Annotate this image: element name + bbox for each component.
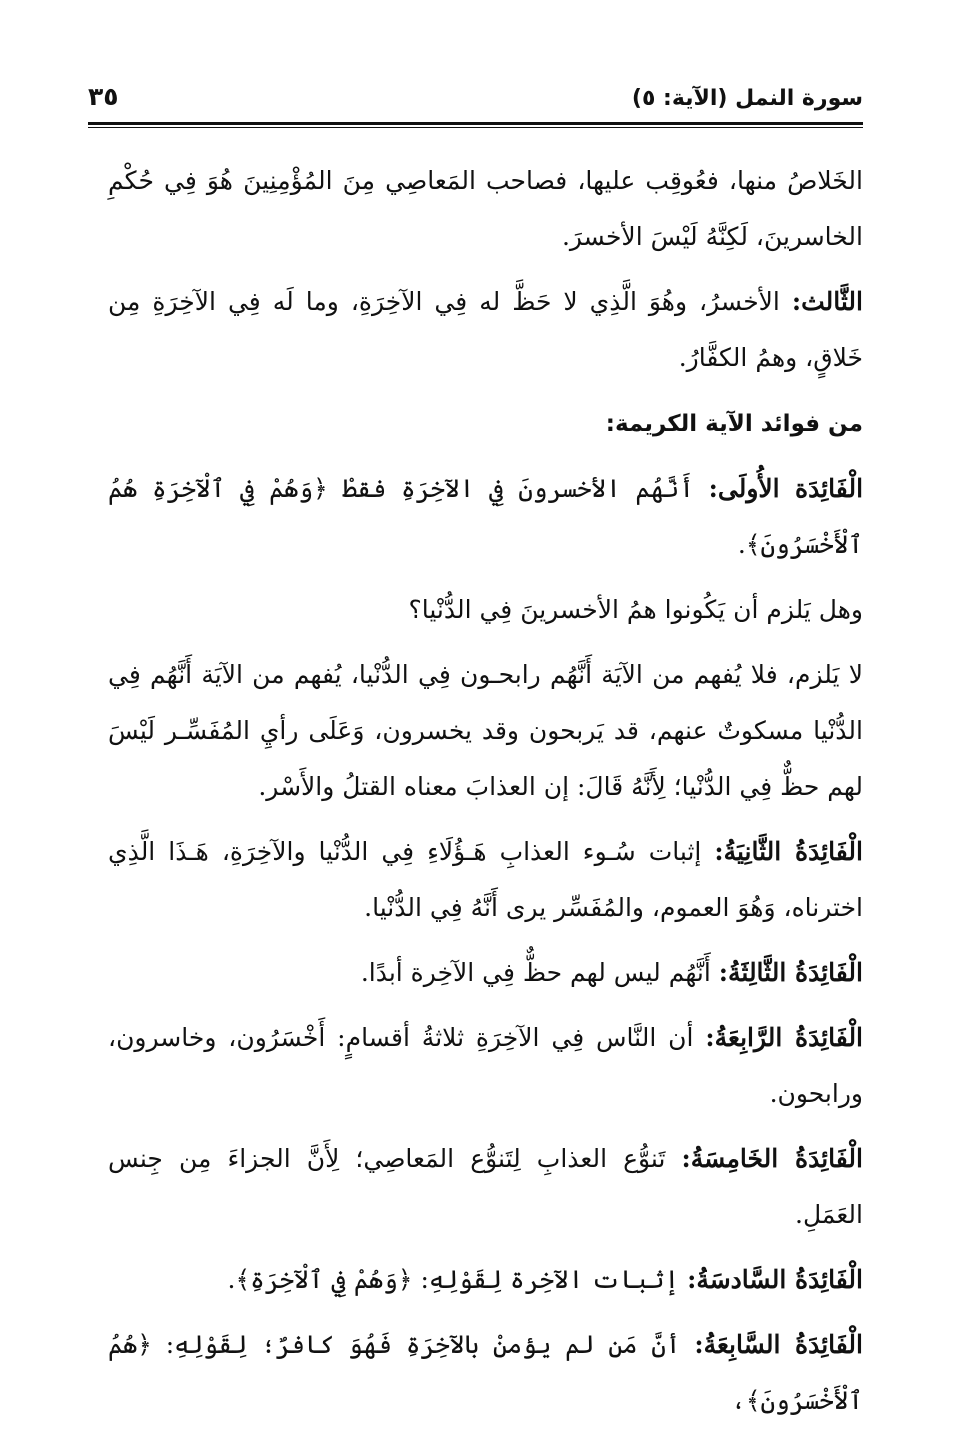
running-title: سورة النمل (الآية: ٥) <box>631 86 863 111</box>
question-paragraph <box>108 582 863 638</box>
header-rule <box>88 122 863 125</box>
paragraph-text: الخَلاصُ منها، فعُوقِب عليها، فصاحب المَعاصِي مِنَ المُؤْمِنِينَ هُوَ فِي حُكْمِ الخاسرينَ، لَكِنَّهُ لَيْسَ الأخسرَ. <box>108 166 863 251</box>
benefit-text: أن النَّاس فِي الآخِرَةِ ثلاثةُ أقسامٍ: أَخْسَرُون، وخاسرون، ورابحون. <box>108 1023 863 1108</box>
paragraph-text: الأخسرُ، وهُوَ الَّذِي لا حَظَّ له فِي الآخِرَةِ، وما لَه فِي الآخِرَةِ مِن خَلاقٍ، وهمُ الكفَّارُ. <box>108 287 863 372</box>
page-number: ٣٥ <box>88 82 119 111</box>
benefit-text: أَنَّهُم الأخسرونَ فِي الآخِرَةِ فقطْ <box>327 474 709 503</box>
benefit-lead: الْفَائِدَةُ الثَّانِيَةُ: <box>714 837 863 866</box>
benefit-lead: الْفَائِدَةُ السَّابِعَةُ: <box>694 1330 863 1359</box>
benefit-lead: الْفَائِدَةُ الثَّالِثَةُ: <box>718 958 863 987</box>
benefit-lead: الْفَائِدَة الأُولَى: <box>708 474 864 503</box>
quran-quote: ﴿هُمُ ٱلْأَخْسَرُونَ﴾ <box>108 1330 863 1415</box>
benefit-3 <box>108 945 863 1001</box>
benefit-lead: الْفَائِدَةُ السَّادسَةُ: <box>687 1265 863 1294</box>
quran-quote: ﴿وَهُمْ فِي ٱلْآخِرَةِ هُمُ ٱلْأَخْسَرُونَ﴾ <box>108 474 863 559</box>
benefit-text: أنَّ مَن لم يؤمنْ بالآخِرَةِ فَهُوَ كافرٌ؛ لِقَوْلِهِ: <box>151 1330 695 1359</box>
benefit-text: إثبات الآخِرة لِقَوْلِهِ: <box>412 1265 688 1294</box>
section-heading: من فوائد الآية الكريمة: <box>605 411 863 437</box>
benefit-4 <box>108 1010 863 1122</box>
benefit-2 <box>108 824 863 936</box>
paragraph-continuation <box>108 153 863 265</box>
benefit-lead: الْفَائِدَةُ الرَّابِعَةُ: <box>705 1023 864 1052</box>
benefit-5 <box>108 1131 863 1243</box>
paragraph-text: لا يَلزم، فلا يُفهم من الآيَة أَنَّهُم رابحـون فِي الدُّنْيا، يُفهم من الآيَة أَنَّهُم فِي الدُّنْيا مسكوتٌ عنهم، قد يَربحون وقد يخسرون، وَعَلَى رأيِ المُفَسِّـر لَيْسَ لهم حظٌّ فِي الدُّنْيا؛ لِأَنَّهُ قَالَ: إن العذابَ معناه القتلُ والأَسْر. <box>108 660 863 801</box>
quran-quote: ﴿وَهُمْ فِي ٱلْآخِرَةِ﴾ <box>235 1265 413 1294</box>
benefit-end-punct: . <box>227 1265 236 1294</box>
benefit-lead: الْفَائِدَةُ الخَامِسَةُ: <box>681 1144 863 1173</box>
benefit-7 <box>108 1317 863 1429</box>
benefit-1 <box>108 461 863 573</box>
benefit-end-punct: ، <box>731 1386 746 1415</box>
benefit-end-punct: . <box>737 530 746 559</box>
benefit-text: تَنوُّع العذابِ لِتَنوُّع المَعاصِي؛ لِأَنَّ الجزاءَ مِن جِنس العَمَلِ. <box>108 1144 863 1229</box>
benefit-6 <box>108 1252 863 1308</box>
page-header <box>88 80 863 120</box>
answer-paragraph <box>108 647 863 815</box>
header-rule-thin <box>88 127 863 128</box>
paragraph-text: وهل يَلزم أن يَكُونوا همُ الأخسرينَ فِي الدُّنْيا؟ <box>408 595 863 624</box>
benefit-text: أَنَّهُم ليس لهم حظٌّ فِي الآخِرة أبدًا. <box>360 958 719 987</box>
page-body <box>108 153 863 1438</box>
paragraph-lead: الثَّالث: <box>791 287 863 316</box>
paragraph-third-category <box>108 274 863 386</box>
benefit-text: إثبات سُـوء العذابِ هَـؤُلَاءِ فِي الدُّنْيا والآخِرَةِ، هَـذَا الَّذِي اخترناه، وَهُوَ العموم، والمُفَسِّر يرى أَنَّهُ فِي الدُّنْيا. <box>108 837 863 922</box>
section-heading-wrap <box>108 395 863 452</box>
